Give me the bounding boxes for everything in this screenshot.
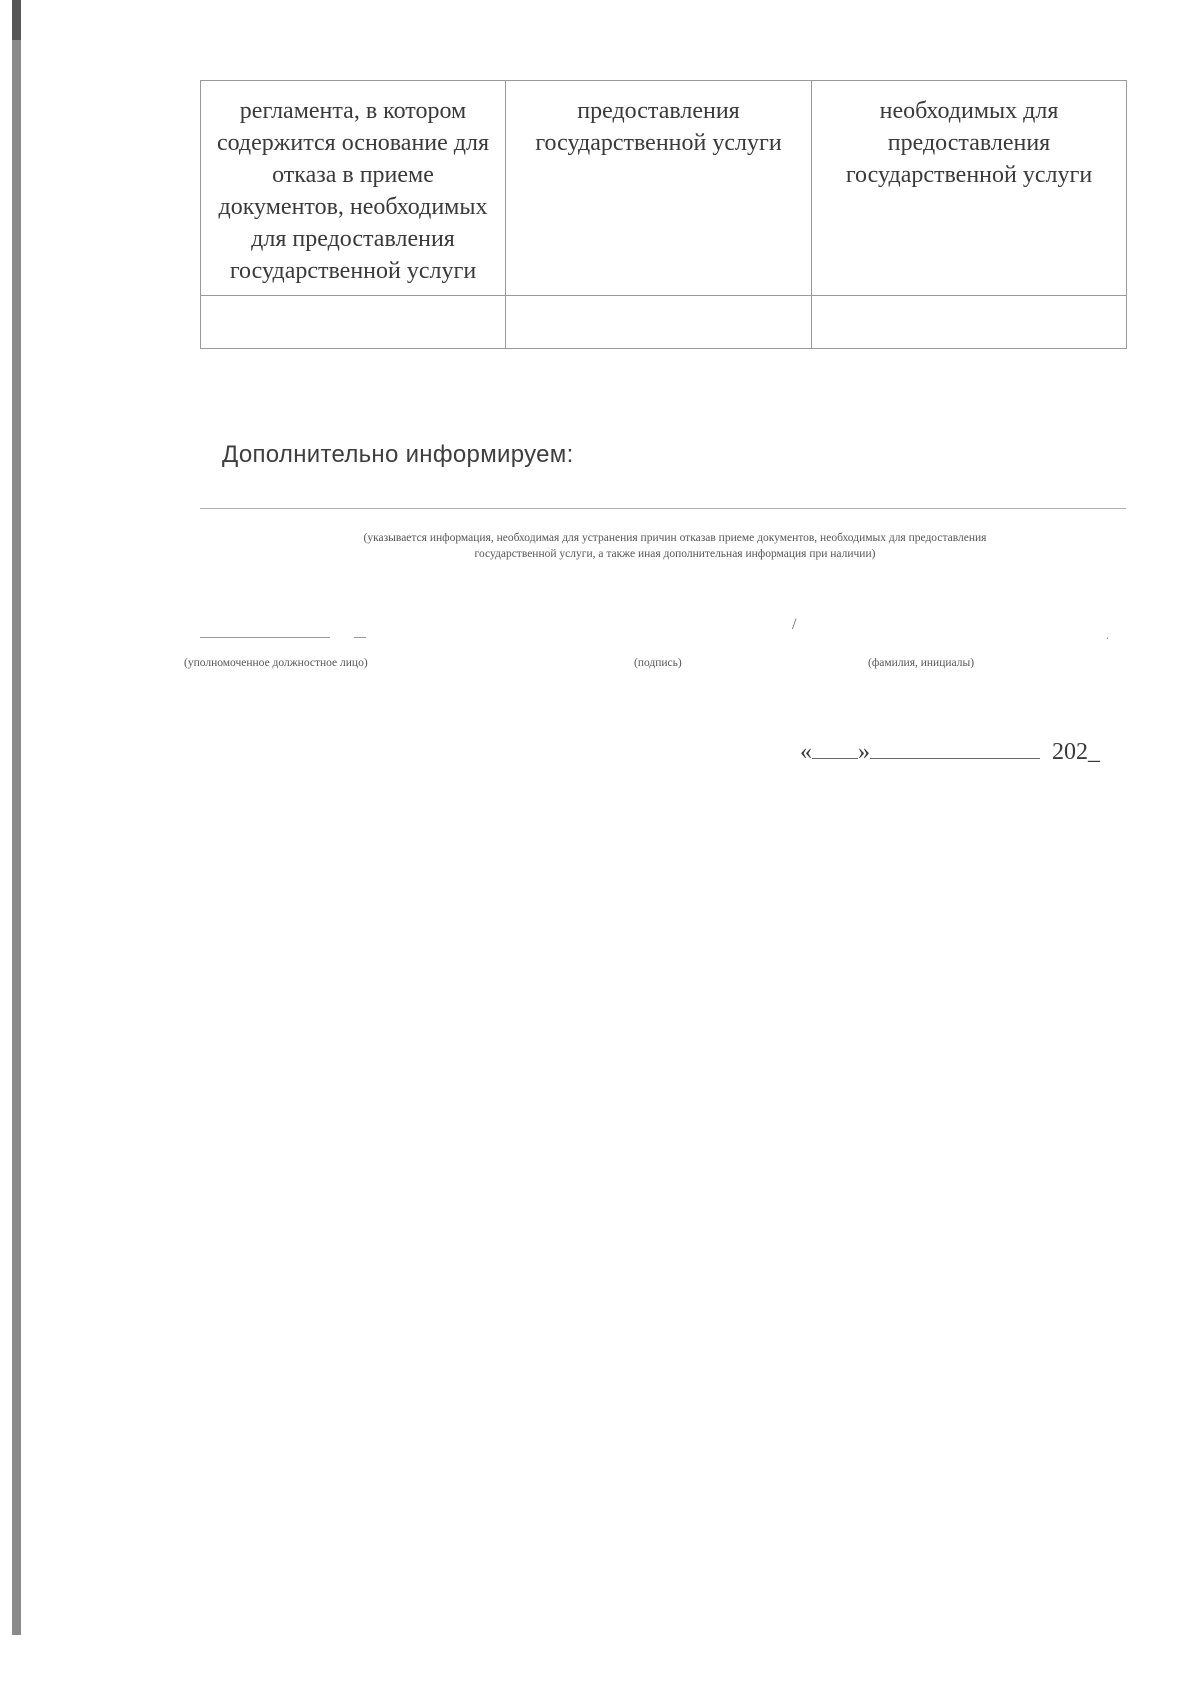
date-open-quote: « [800, 739, 812, 765]
additional-info-heading: Дополнительно информируем: [222, 441, 574, 468]
reasons-table [200, 80, 1127, 349]
month-blank [870, 736, 1040, 759]
day-blank [812, 736, 858, 759]
table-row [201, 296, 1127, 349]
scan-edge-top [12, 0, 21, 40]
additional-info-note [210, 530, 1140, 562]
table-cell-regulation: регламента, в котором содержится основание для отказа в приеме документов, необходимых для предоставления государственной услуги [201, 81, 506, 296]
note-line-1: (указывается информация, необходимая для устранения причин отказав приеме документов, необходимых для предоставления [363, 532, 987, 544]
official-signature-line-tail [354, 637, 366, 638]
official-signature-line [200, 637, 330, 638]
name-initials-label: (фамилия, инициалы) [868, 657, 975, 669]
additional-info-line [200, 508, 1126, 509]
date-year: 202_ [1052, 739, 1100, 765]
table-cell-empty [201, 296, 506, 349]
signature-line-end: . [1106, 628, 1109, 642]
table-cell-empty [506, 296, 812, 349]
table-header-row [201, 81, 1127, 296]
date-field [800, 736, 1100, 766]
table-cell-provision: предоставления государственной услуги [506, 81, 812, 296]
scan-edge [12, 0, 21, 1635]
signature-label: (подпись) [634, 657, 682, 669]
note-line-2: государственной услуги, а также иная дополнительная информация при наличии) [474, 548, 876, 560]
signature-separator: / [792, 616, 797, 633]
date-close-quote: » [858, 739, 870, 765]
official-label: (уполномоченное должностное лицо) [184, 657, 368, 669]
table-cell-documents: необходимых для предоставления государственной услуги [812, 81, 1127, 296]
table-cell-empty [812, 296, 1127, 349]
